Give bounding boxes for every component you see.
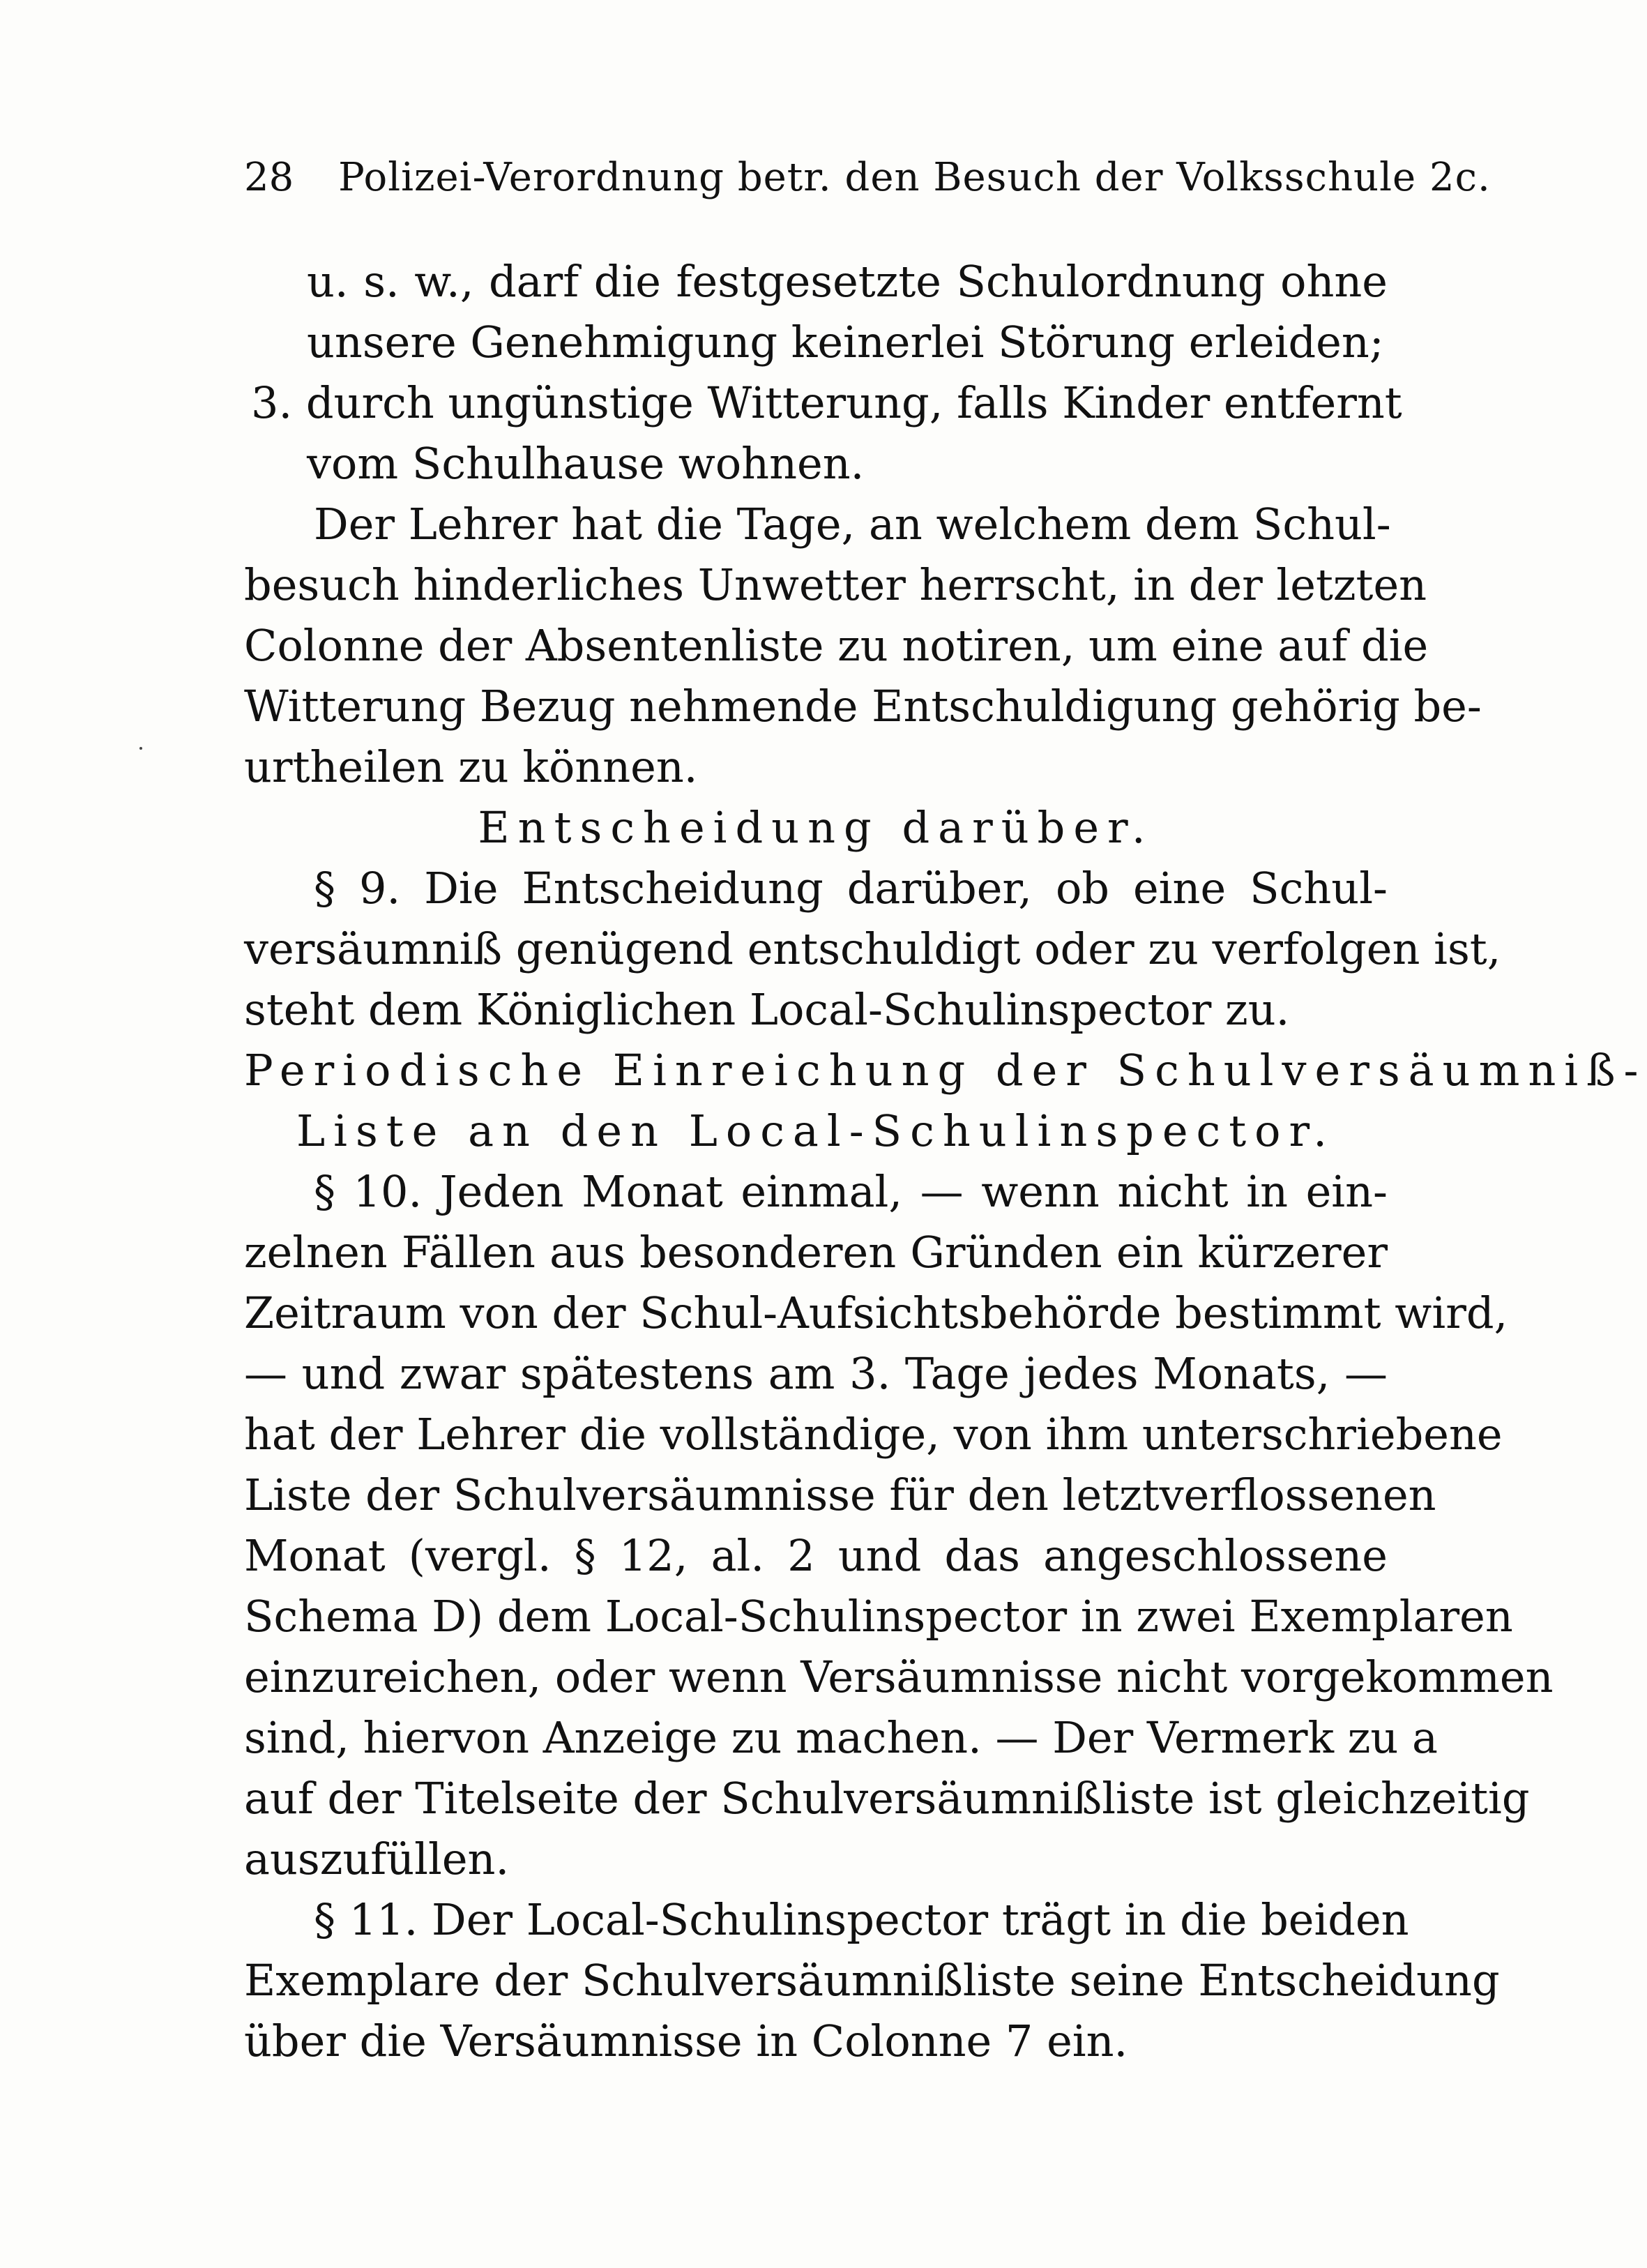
text-line: einzureichen, oder wenn Versäumnisse nicht vorgekommen	[244, 1651, 1554, 1702]
text-line: Monat (vergl. § 12, al. 2 und das angeschlossene	[244, 1530, 1388, 1581]
text-line: Exemplare der Schulversäumnißliste seine Entscheidung	[244, 1955, 1500, 2006]
text-line: — und zwar spätestens am 3. Tage jedes Monats, —	[244, 1348, 1388, 1399]
text-line: Witterung Bezug nehmende Entschuldigung gehörig be-	[244, 681, 1482, 732]
text-line: Liste der Schulversäumnisse für den letztverflossenen	[244, 1469, 1436, 1520]
paragraph-11-start: § 11. Der Local-Schulinspector trägt in die beiden	[314, 1894, 1409, 1945]
section-heading-line-1: Periodische Einreichung der Schulversäumniß-	[244, 1045, 1647, 1096]
section-heading: Entscheidung darüber.	[478, 802, 1154, 853]
text-line: Schema D) dem Local-Schulinspector in zwei Exemplaren	[244, 1591, 1513, 1642]
list-item-3: 3. durch ungünstige Witterung, falls Kinder entfernt	[251, 377, 1402, 428]
text-line: über die Versäumnisse in Colonne 7 ein.	[244, 2016, 1128, 2066]
page-number: 28	[244, 155, 294, 200]
text-line: unsere Genehmigung keinerlei Störung erleiden;	[307, 317, 1384, 368]
text-line: Colonne der Absentenliste zu notiren, um eine auf die	[244, 620, 1429, 671]
paragraph-10-start: § 10. Jeden Monat einmal, — wenn nicht in ein-	[314, 1166, 1388, 1217]
text-line: zelnen Fällen aus besonderen Gründen ein kürzerer	[244, 1227, 1388, 1278]
paper-speck	[139, 747, 142, 750]
text-line: steht dem Königlichen Local-Schulinspector zu.	[244, 984, 1290, 1035]
paragraph-start: Der Lehrer hat die Tage, an welchem dem Schul-	[314, 499, 1391, 550]
text-line: versäumniß genügend entschuldigt oder zu verfolgen ist,	[244, 923, 1501, 974]
text-line: Zeitraum von der Schul-Aufsichtsbehörde bestimmt wird,	[244, 1287, 1508, 1338]
text-line: hat der Lehrer die vollständige, von ihm unterschriebene	[244, 1409, 1503, 1460]
text-line: vom Schulhause wohnen.	[307, 438, 865, 489]
paragraph-9-start: § 9. Die Entscheidung darüber, ob eine Schul-	[314, 863, 1388, 914]
running-title: Polizei-Verordnung betr. den Besuch der Volksschule 2c.	[338, 155, 1491, 200]
text-line: besuch hinderliches Unwetter herrscht, in der letzten	[244, 559, 1427, 610]
text-line: u. s. w., darf die festgesetzte Schulordnung ohne	[307, 256, 1388, 307]
text-line: auszufüllen.	[244, 1834, 510, 1884]
text-line: auf der Titelseite der Schulversäumnißliste ist gleichzeitig	[244, 1773, 1530, 1824]
section-heading-line-2: Liste an den Local-Schulinspector.	[296, 1105, 1336, 1156]
text-line: urtheilen zu können.	[244, 741, 698, 792]
page-header	[244, 150, 1491, 206]
text-line: sind, hiervon Anzeige zu machen. — Der Vermerk zu a	[244, 1712, 1439, 1763]
